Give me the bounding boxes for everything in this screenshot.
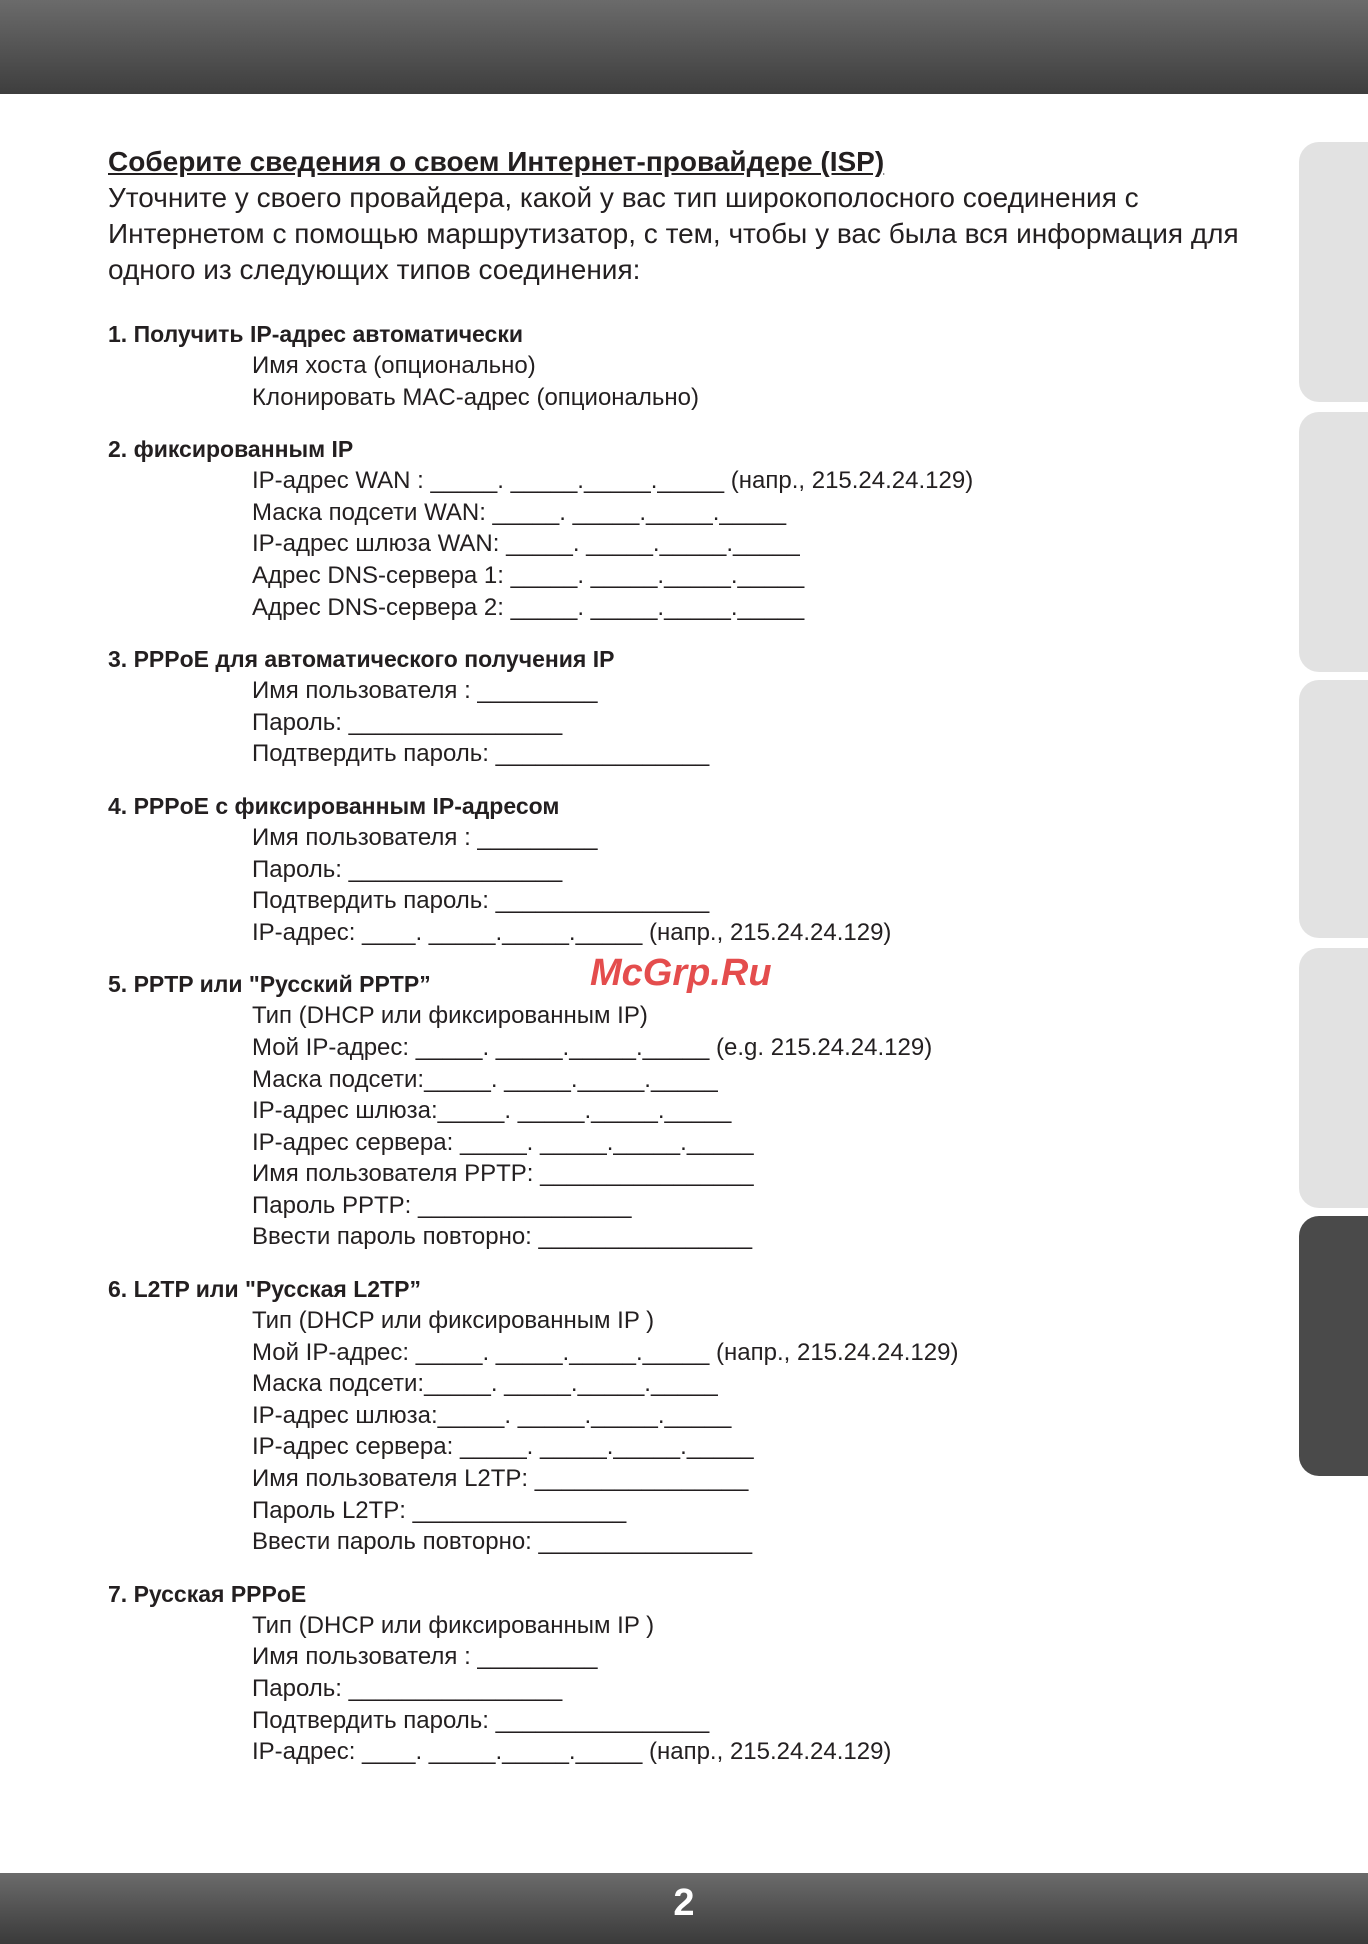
field-line: IP-адрес сервера: _____. _____._____._____ — [252, 1433, 754, 1461]
field-line: Ввести пароль повторно: ________________ — [252, 1528, 753, 1556]
intro-paragraph: Уточните у своего провайдера, какой у вас тип широкополосного соединения с Интернетом с помощью маршрутизатор, с тем, чтобы у вас была вся информация для одного из следующих типов соединения: — [108, 182, 1239, 285]
field-line: IP-адрес WAN : _____. _____._____._____ (напр., 215.24.24.129) — [252, 467, 974, 495]
page-number: 2 — [673, 1882, 695, 1924]
section-russian-pppoe — [108, 1578, 1278, 1768]
field-line: Пароль PPTP: ________________ — [252, 1191, 632, 1219]
section-title: 6. L2TP или "Русская L2TP” — [108, 1276, 421, 1303]
field-line: Пароль: ________________ — [252, 1675, 563, 1702]
section-pppoe-static — [108, 790, 1278, 948]
field-line: Пароль L2TP: ________________ — [252, 1496, 627, 1524]
field-line: Пароль: ________________ — [252, 855, 563, 883]
watermark: McGrp.Ru — [590, 952, 772, 994]
section-auto-ip — [108, 318, 1278, 413]
field-line: Мой IP-адрес: _____. _____._____._____ (e.g. 215.24.24.129) — [252, 1033, 933, 1061]
section-title: 1. Получить IP-адрес автоматически — [108, 321, 523, 347]
field-line: Тип (DHCP или фиксированным IP ) — [252, 1611, 655, 1639]
field-line: Имя пользователя PPTP: ________________ — [252, 1160, 754, 1188]
field-line: IP-адрес: ____. _____._____._____ (напр., 215.24.24.129) — [252, 1738, 892, 1766]
field-line: Имя пользователя : _________ — [252, 677, 598, 705]
field-line: Мой IP-адрес: _____. _____._____._____ (напр., 215.24.24.129) — [252, 1338, 959, 1366]
side-tab-2[interactable] — [1299, 412, 1368, 672]
field-line: Имя пользователя L2TP: ________________ — [252, 1465, 749, 1493]
section-title: 2. фиксированным IP — [108, 436, 354, 463]
field-line: Тип (DHCP или фиксированным IP ) — [252, 1307, 655, 1335]
field-line: IP-адрес шлюза:_____. _____._____._____ — [252, 1097, 732, 1125]
section-static-ip — [108, 433, 1278, 623]
section-title: 7. Русская PPPoE — [108, 1580, 307, 1607]
field-line: IP-адрес шлюза:_____. _____._____._____ — [252, 1401, 732, 1429]
field-line: IP-адрес шлюза WAN: _____. _____._____._____ — [252, 530, 800, 558]
section-title: 4. PPPoE с фиксированным IP-адресом — [108, 792, 560, 819]
field-line: Клонировать MAC-адрес (опционально) — [252, 383, 699, 411]
field-line: Пароль: ________________ — [252, 708, 563, 736]
field-line: Маска подсети WAN: _____. _____._____._____ — [252, 498, 787, 526]
field-line: Адрес DNS-сервера 1: _____. _____._____._____ — [252, 561, 805, 589]
section-pptp — [108, 968, 1278, 1253]
section-title: 5. PPTP или "Русский PPTP” — [108, 971, 431, 998]
field-line: Маска подсети:_____. _____._____._____ — [252, 1370, 718, 1398]
field-line: Тип (DHCP или фиксированным IP) — [252, 1002, 648, 1030]
field-line: Адрес DNS-сервера 2: _____. _____._____._____ — [252, 593, 805, 621]
field-line: IP-адрес: ____. _____._____._____ (напр., 215.24.24.129) — [252, 918, 892, 946]
field-line: Имя пользователя : _________ — [252, 823, 598, 851]
side-tab-active[interactable] — [1299, 1216, 1368, 1476]
field-line: Имя пользователя : _________ — [252, 1643, 598, 1671]
side-tab-3[interactable] — [1299, 680, 1368, 938]
section-pppoe-auto — [108, 643, 1278, 770]
field-line: Ввести пароль повторно: ________________ — [252, 1223, 753, 1251]
field-line: Маска подсети:_____. _____._____._____ — [252, 1065, 718, 1093]
side-tab-1[interactable] — [1299, 142, 1368, 402]
field-line: Подтвердить пароль: ________________ — [252, 1706, 710, 1734]
field-line: Подтвердить пароль: ________________ — [252, 887, 710, 915]
field-line: Имя хоста (опционально) — [252, 352, 536, 379]
section-l2tp — [108, 1273, 1278, 1558]
header-bar — [0, 0, 1368, 94]
side-tab-4[interactable] — [1299, 948, 1368, 1208]
page-title: Соберите сведения о своем Интернет-провайдере (ISP) — [108, 146, 885, 177]
field-line: Подтвердить пароль: ________________ — [252, 740, 710, 768]
section-title: 3. PPPoE для автоматического получения IP — [108, 646, 615, 673]
field-line: IP-адрес сервера: _____. _____._____._____ — [252, 1128, 754, 1156]
